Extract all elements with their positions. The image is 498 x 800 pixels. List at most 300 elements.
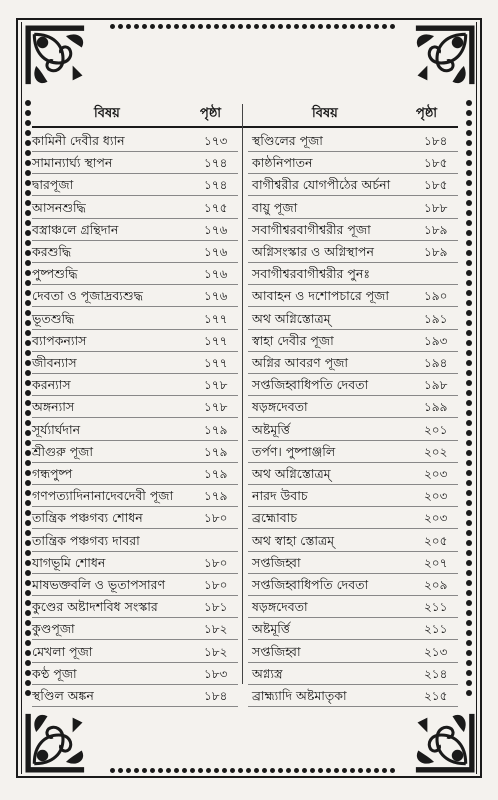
border-dot <box>466 170 472 176</box>
border-dot <box>466 210 472 216</box>
border-dot <box>126 24 131 29</box>
entry-title: স্থণ্ডিল অঙ্কন <box>32 688 94 703</box>
border-dot <box>25 460 31 466</box>
entry-page: ১৭৮ <box>204 378 228 393</box>
border-dot <box>238 768 243 773</box>
border-dot <box>25 400 31 406</box>
border-dot <box>466 140 472 146</box>
table-row <box>32 596 458 618</box>
border-dot <box>25 220 31 226</box>
border-dot <box>318 768 323 773</box>
entry-title: কণ্ঠ পূজা <box>32 665 77 681</box>
entry-title: সূর্য্যার্ঘদান <box>32 421 81 437</box>
border-dot <box>134 768 139 773</box>
border-dot <box>286 24 291 29</box>
border-dot <box>25 580 31 586</box>
border-dot <box>238 24 243 29</box>
border-dot <box>25 540 31 546</box>
table-row <box>32 152 458 174</box>
entry-title: অষ্টমূর্ত্তি <box>252 421 290 437</box>
frame-right-line <box>480 18 482 778</box>
border-dot <box>25 380 31 386</box>
entry-title: সবাগীশ্বরবাগীশ্বরীর পুনঃ <box>252 266 371 282</box>
border-dot <box>466 530 472 536</box>
entry-page: ১৭৭ <box>204 333 228 348</box>
border-dot <box>158 24 163 29</box>
table-row <box>32 552 458 574</box>
entry-title: বস্ত্রাঞ্চলে গ্রন্থিদান <box>32 221 119 237</box>
frame-left-line <box>16 18 18 778</box>
border-dot <box>25 200 31 206</box>
border-dot <box>286 768 291 773</box>
table-row <box>32 574 458 596</box>
border-dot <box>466 380 472 386</box>
entry-page: ২০১ <box>424 422 448 437</box>
border-dot <box>25 480 31 486</box>
entry-title: ষড়ঙ্গদেবতা <box>252 399 308 415</box>
border-dot <box>466 110 472 116</box>
frame-bottom-line <box>16 776 482 778</box>
entry-page: ২১৩ <box>424 644 448 659</box>
border-dot <box>174 24 179 29</box>
entry-page: ২০৩ <box>424 511 448 526</box>
border-dot <box>466 310 472 316</box>
border-dot <box>118 24 123 29</box>
border-dot <box>382 768 387 773</box>
border-dot <box>358 768 363 773</box>
border-dot <box>25 520 31 526</box>
border-dot <box>466 160 472 166</box>
border-dot <box>390 768 395 773</box>
border-dot <box>270 24 275 29</box>
entry-page: ১৮০ <box>204 578 228 592</box>
border-dot <box>230 24 235 29</box>
border-dot <box>230 768 235 773</box>
entry-title: বায়ু পূজা <box>252 199 298 215</box>
border-dot <box>246 768 251 773</box>
entry-page: ১৭৯ <box>204 489 228 504</box>
entry-page: ১৭৬ <box>204 222 228 237</box>
border-dot <box>25 550 31 556</box>
border-dot <box>182 768 187 773</box>
border-dot <box>466 650 472 656</box>
border-dot <box>466 660 472 666</box>
entry-title: স্বাহা দেবীর পূজা <box>252 332 334 348</box>
border-dot <box>25 110 31 116</box>
border-dot <box>326 768 331 773</box>
entry-page: ১৮৫ <box>424 156 448 171</box>
entry-title: জীবন্যাস <box>32 355 77 370</box>
border-dot <box>25 300 31 306</box>
border-dot <box>466 180 472 186</box>
entry-title: অগ্ন্যস্ত্র <box>252 665 283 681</box>
border-dot <box>466 280 472 286</box>
border-dot <box>466 400 472 406</box>
table-row <box>32 330 458 352</box>
border-dot <box>25 560 31 566</box>
table-row <box>32 441 458 463</box>
border-dot <box>25 510 31 516</box>
entry-page: ১৭৯ <box>204 422 228 437</box>
border-dot <box>466 120 472 126</box>
border-dot <box>25 160 31 166</box>
entry-page: ১৮৪ <box>424 134 448 148</box>
entry-page: ১৮১ <box>204 600 228 615</box>
entry-page: ২০৩ <box>424 489 448 504</box>
entry-title: অথ অগ্নিস্তোত্রম্ <box>252 466 331 481</box>
entry-title: সপ্তজিহ্বাধিপতি দেবতা <box>252 377 369 393</box>
border-dot <box>25 310 31 316</box>
entry-title: মাষভক্তবলি ও ভূতাপসারণ <box>32 577 166 592</box>
border-dot <box>25 120 31 126</box>
border-dot <box>25 640 31 646</box>
border-dot <box>25 150 31 156</box>
border-dot <box>466 250 472 256</box>
entry-page: ১৯৪ <box>424 356 448 370</box>
corner-ornament-top-left <box>22 22 104 104</box>
entry-page: ১৭৪ <box>204 178 228 193</box>
table-row <box>32 308 458 330</box>
border-dot <box>214 768 219 773</box>
border-dot <box>466 150 472 156</box>
border-dot <box>110 768 115 773</box>
entry-page: ১৭৬ <box>204 245 228 259</box>
border-dot <box>466 300 472 306</box>
corner-ornament-top-right <box>396 22 478 104</box>
border-dot <box>190 768 195 773</box>
border-dot <box>262 24 267 29</box>
entry-title: আসনশুদ্ধি <box>32 199 86 215</box>
border-dot <box>466 600 472 606</box>
entry-page: ১৮০ <box>204 511 228 526</box>
right-subject-header: বিষয় <box>312 106 338 121</box>
entry-page: ১৯০ <box>424 289 448 304</box>
border-dot <box>182 24 187 29</box>
border-dot <box>374 768 379 773</box>
entry-title: গন্ধপুষ্প <box>32 466 73 481</box>
table-row <box>32 241 458 263</box>
border-dot <box>334 768 339 773</box>
table-row <box>32 685 458 707</box>
border-dot <box>466 240 472 246</box>
entry-title: বাগীশ্বরীর যোগপীঠের অর্চনা <box>252 177 391 193</box>
border-dot <box>466 630 472 636</box>
entry-title: ষড়ঙ্গদেবতা <box>252 599 308 615</box>
border-dot <box>25 530 31 536</box>
entry-title: পুষ্পশুদ্ধি <box>32 266 78 282</box>
entry-title: তান্ত্রিক পঞ্চগব্য শোধন <box>32 510 143 526</box>
entry-title: অগ্নিসংস্কার ও অগ্নিস্থাপন <box>252 244 374 259</box>
border-dot <box>466 410 472 416</box>
frame-top-line <box>16 18 482 20</box>
border-dot <box>466 540 472 546</box>
entry-page: ১৭৬ <box>204 267 228 282</box>
border-dot <box>158 768 163 773</box>
border-dot <box>466 460 472 466</box>
entry-title: মেখলা পূজা <box>32 643 93 659</box>
border-dot <box>25 390 31 396</box>
table-row <box>32 419 458 441</box>
entry-page: ১৮৪ <box>204 689 228 703</box>
border-dot <box>25 230 31 236</box>
entry-title: অথ অগ্নিস্তোত্রম্ <box>252 310 331 326</box>
border-dot <box>190 24 195 29</box>
border-dot <box>466 560 472 566</box>
entry-page: ১৮২ <box>204 622 228 637</box>
border-dot <box>25 370 31 376</box>
right-page-header: পৃষ্ঠা <box>416 106 438 121</box>
entry-page: ২০২ <box>424 444 448 459</box>
border-dot <box>206 768 211 773</box>
border-dot <box>466 430 472 436</box>
table-row <box>32 174 458 196</box>
border-dot <box>25 630 31 636</box>
table-row <box>32 641 458 663</box>
border-dot <box>174 768 179 773</box>
border-dot <box>25 350 31 356</box>
border-dot <box>25 620 31 626</box>
left-dotted-border <box>25 100 32 690</box>
entry-title: সপ্তজিহ্বা <box>252 643 301 659</box>
entry-title: অগ্নির আবরণ পূজা <box>252 355 348 370</box>
border-dot <box>25 340 31 346</box>
border-dot <box>466 570 472 576</box>
entry-page: ২০৫ <box>424 533 448 548</box>
border-dot <box>466 270 472 276</box>
entry-page: ১৮৩ <box>204 666 228 681</box>
border-dot <box>25 470 31 476</box>
table-row <box>32 507 458 529</box>
border-dot <box>206 24 211 29</box>
border-dot <box>334 24 339 29</box>
entry-title: কুণ্ডপূজা <box>32 621 75 637</box>
border-dot <box>466 590 472 596</box>
border-dot <box>25 410 31 416</box>
border-dot <box>254 768 259 773</box>
border-dot <box>198 768 203 773</box>
border-dot <box>110 24 115 29</box>
border-dot <box>25 270 31 276</box>
table-row <box>32 618 458 640</box>
border-dot <box>25 570 31 576</box>
border-dot <box>25 140 31 146</box>
table-row <box>32 197 458 219</box>
entry-title: দ্বারপূজা <box>32 177 74 193</box>
table-row <box>32 530 458 552</box>
top-dotted-border <box>110 24 388 31</box>
entry-page: ১৮০ <box>204 555 228 570</box>
border-dot <box>466 450 472 456</box>
border-dot <box>318 24 323 29</box>
border-dot <box>25 440 31 446</box>
entry-title: করন্যাস <box>32 377 71 393</box>
border-dot <box>310 24 315 29</box>
entry-title: অথ স্বাহা স্তোত্রম্ <box>252 532 335 548</box>
header-rule <box>32 126 458 128</box>
border-dot <box>466 440 472 446</box>
border-dot <box>25 610 31 616</box>
border-dot <box>25 650 31 656</box>
table-row <box>32 485 458 507</box>
border-dot <box>466 500 472 506</box>
entry-page: ১৯৮ <box>424 378 448 393</box>
border-dot <box>25 660 31 666</box>
border-dot <box>466 320 472 326</box>
border-dot <box>25 210 31 216</box>
border-dot <box>278 768 283 773</box>
table-row <box>32 263 458 285</box>
border-dot <box>25 590 31 596</box>
border-dot <box>466 350 472 356</box>
border-dot <box>466 550 472 556</box>
border-dot <box>126 768 131 773</box>
border-dot <box>25 290 31 296</box>
border-dot <box>366 24 371 29</box>
border-dot <box>466 190 472 196</box>
border-dot <box>466 640 472 646</box>
left-subject-header: বিষয় <box>94 106 120 121</box>
entry-page: ১৭৩ <box>204 134 228 148</box>
border-dot <box>294 768 299 773</box>
entry-page: ২০৭ <box>424 555 448 570</box>
entry-title: সবাগীশ্বরবাগীশ্বরীর পূজা <box>252 221 371 237</box>
entry-page: ২১৫ <box>424 689 448 703</box>
border-dot <box>390 24 395 29</box>
entry-page: ১৮২ <box>204 644 228 659</box>
entry-page: ১৯১ <box>424 311 448 326</box>
border-dot <box>466 490 472 496</box>
entry-page: ১৭৬ <box>204 289 228 304</box>
border-dot <box>25 320 31 326</box>
entry-page: ১৮৮ <box>424 200 448 215</box>
border-dot <box>25 500 31 506</box>
border-dot <box>25 280 31 286</box>
border-dot <box>25 330 31 336</box>
border-dot <box>214 24 219 29</box>
border-dot <box>25 490 31 496</box>
border-dot <box>366 768 371 773</box>
border-dot <box>150 768 155 773</box>
entry-title: দেবতা ও পূজাদ্রব্যশুদ্ধ <box>32 288 143 304</box>
border-dot <box>466 670 472 676</box>
table-row <box>32 352 458 374</box>
border-dot <box>342 768 347 773</box>
entry-title: শ্রীগুরু পূজা <box>32 443 93 459</box>
border-dot <box>466 230 472 236</box>
border-dot <box>166 768 171 773</box>
border-dot <box>25 360 31 366</box>
table-row <box>32 396 458 418</box>
border-dot <box>134 24 139 29</box>
entry-title: আবাহন ও দশোপচারে পূজা <box>252 288 389 304</box>
border-dot <box>466 360 472 366</box>
entry-page: ২১১ <box>424 622 448 637</box>
entry-page: ১৭৭ <box>204 356 228 370</box>
border-dot <box>262 768 267 773</box>
border-dot <box>142 768 147 773</box>
border-dot <box>350 24 355 29</box>
border-dot <box>222 24 227 29</box>
entry-title: যাগভূমি শোধন <box>32 554 106 570</box>
border-dot <box>310 768 315 773</box>
frame-right-inner-line <box>476 22 477 774</box>
border-dot <box>374 24 379 29</box>
border-dot <box>466 680 472 686</box>
entry-title: ব্যাপকন্যাস <box>32 332 87 348</box>
entry-page: ২০৯ <box>424 578 448 592</box>
entry-title: অঙ্গন্যাস <box>32 399 75 415</box>
border-dot <box>466 130 472 136</box>
entry-title: সপ্তজিহ্বা <box>252 554 301 570</box>
border-dot <box>222 768 227 773</box>
entry-page: ২১৪ <box>424 666 448 681</box>
border-dot <box>466 260 472 266</box>
table-row <box>32 285 458 307</box>
frame-left-inner-line <box>21 22 22 774</box>
border-dot <box>466 510 472 516</box>
border-dot <box>466 330 472 336</box>
entry-title: তান্ত্রিক পঞ্চগব্য দাবরা <box>32 532 140 548</box>
entry-title: ব্রাহ্ম্যাদি অষ্টমাতৃকা <box>252 688 347 703</box>
entry-title: তর্পণ। পুষ্পাঞ্জলি <box>252 443 336 459</box>
entry-title: সপ্তজিহ্বাধিপতি দেবতা <box>252 577 369 592</box>
border-dot <box>25 130 31 136</box>
entry-page: ১৭৪ <box>204 156 228 171</box>
border-dot <box>278 24 283 29</box>
right-dotted-border <box>466 100 473 690</box>
entry-title: গণপত্যাদিনানাদেবদেবী পূজা <box>32 488 174 504</box>
border-dot <box>25 600 31 606</box>
border-dot <box>326 24 331 29</box>
border-dot <box>25 430 31 436</box>
row-rule <box>248 706 458 707</box>
border-dot <box>254 24 259 29</box>
table-row <box>32 374 458 396</box>
border-dot <box>350 768 355 773</box>
border-dot <box>25 170 31 176</box>
border-dot <box>466 420 472 426</box>
border-dot <box>466 200 472 206</box>
entry-page: ১৭৯ <box>204 444 228 459</box>
border-dot <box>25 180 31 186</box>
left-page-header: পৃষ্ঠা <box>200 106 222 121</box>
border-dot <box>25 260 31 266</box>
border-dot <box>302 24 307 29</box>
bottom-dotted-border <box>110 768 388 775</box>
border-dot <box>382 24 387 29</box>
border-dot <box>246 24 251 29</box>
border-dot <box>25 250 31 256</box>
table-row <box>32 463 458 485</box>
border-dot <box>25 670 31 676</box>
entry-title: কুণ্ডের অষ্টাদশবিধ সংস্কার <box>32 599 158 615</box>
border-dot <box>466 370 472 376</box>
entry-page: ২০৩ <box>424 467 448 481</box>
entry-page: ১৮৫ <box>424 178 448 193</box>
border-dot <box>466 390 472 396</box>
entry-page: ১৭৫ <box>204 200 228 215</box>
entry-title: সামান্যার্ঘ্য স্থাপন <box>32 155 113 171</box>
entry-title: করশুদ্ধি <box>32 244 72 259</box>
entry-title: ব্রহ্মোবাচ <box>252 510 298 526</box>
border-dot <box>25 190 31 196</box>
entry-page: ২১১ <box>424 600 448 615</box>
entry-title: কামিনী দেবীর ধ্যান <box>32 133 125 148</box>
border-dot <box>466 620 472 626</box>
border-dot <box>466 290 472 296</box>
entry-page: ১৭৮ <box>204 400 228 415</box>
border-dot <box>198 24 203 29</box>
